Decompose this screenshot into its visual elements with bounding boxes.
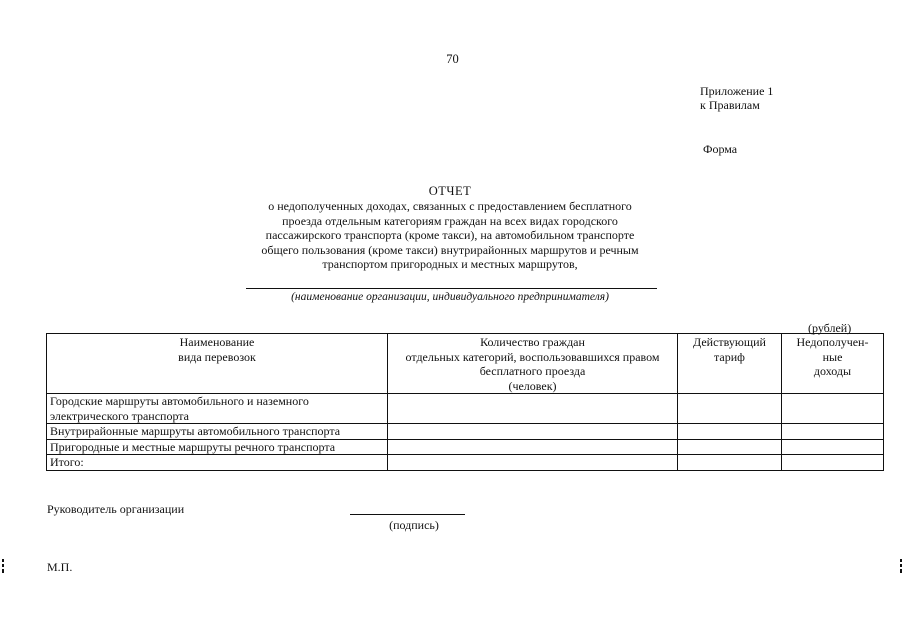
header-citizen-count: Количество граждан отдельных категорий, воспользовавшихся правом бесплатного проезда (человек) bbox=[388, 334, 678, 394]
table-row bbox=[47, 439, 884, 455]
cell-tariff[interactable] bbox=[678, 424, 782, 440]
cell-lost-income[interactable] bbox=[782, 455, 884, 471]
cell-lost-income[interactable] bbox=[782, 394, 884, 424]
currency-note: (рублей) bbox=[808, 321, 852, 335]
table-row bbox=[47, 455, 884, 471]
cell-tariff[interactable] bbox=[678, 455, 782, 471]
report-description-line: о недополученных доходах, связанных с предоставлением бесплатного bbox=[268, 199, 632, 213]
row-label-urban-routes: Городские маршруты автомобильного и наземного электрического транспорта bbox=[47, 394, 388, 424]
table-header-row bbox=[47, 334, 884, 394]
appendix-note bbox=[700, 84, 773, 112]
organization-caption: (наименование организации, индивидуального предпринимателя) bbox=[291, 291, 609, 303]
table-row bbox=[47, 394, 884, 424]
manager-label: Руководитель организации bbox=[47, 502, 185, 516]
cell-citizen-count[interactable] bbox=[388, 394, 678, 424]
header-current-tariff: Действующий тариф bbox=[678, 334, 782, 394]
report-description-line: транспортом пригородных и местных маршрутов, bbox=[322, 257, 578, 272]
cell-tariff[interactable] bbox=[678, 439, 782, 455]
row-label-intradistrict-routes: Внутрирайонные маршруты автомобильного транспорта bbox=[47, 424, 388, 440]
cell-citizen-count[interactable] bbox=[388, 455, 678, 471]
signature-caption: (подпись) bbox=[389, 518, 439, 532]
report-description-line: проезда отдельным категориям граждан на всех видах городского bbox=[282, 213, 618, 228]
report-description-line: пассажирского транспорта (кроме такси), на автомобильном транспорте bbox=[265, 228, 635, 243]
cell-citizen-count[interactable] bbox=[388, 439, 678, 455]
appendix-line-1: Приложение 1 bbox=[700, 84, 774, 98]
cell-lost-income[interactable] bbox=[782, 424, 884, 440]
row-label-total: Итого: bbox=[47, 455, 388, 471]
report-table bbox=[46, 333, 884, 471]
report-description bbox=[230, 199, 670, 272]
right-edge-mark bbox=[900, 559, 902, 573]
cell-lost-income[interactable] bbox=[782, 439, 884, 455]
form-label: Форма bbox=[703, 142, 738, 156]
table-row bbox=[47, 424, 884, 440]
organization-name-line bbox=[246, 288, 657, 289]
signature-line[interactable] bbox=[350, 514, 465, 515]
report-title: ОТЧЕТ bbox=[428, 184, 472, 198]
header-transport-type: Наименование вида перевозок bbox=[47, 334, 388, 394]
row-label-river-routes: Пригородные и местные маршруты речного транспорта bbox=[47, 439, 388, 455]
header-lost-income: Недополучен- ные доходы bbox=[782, 334, 884, 394]
report-description-line: общего пользования (кроме такси) внутрирайонных маршрутов и речным bbox=[261, 242, 639, 257]
stamp-label: М.П. bbox=[47, 560, 73, 574]
cell-citizen-count[interactable] bbox=[388, 424, 678, 440]
left-edge-mark bbox=[2, 559, 4, 573]
cell-tariff[interactable] bbox=[678, 394, 782, 424]
appendix-line-2: к Правилам bbox=[700, 98, 760, 112]
page-number: 70 bbox=[446, 52, 459, 66]
